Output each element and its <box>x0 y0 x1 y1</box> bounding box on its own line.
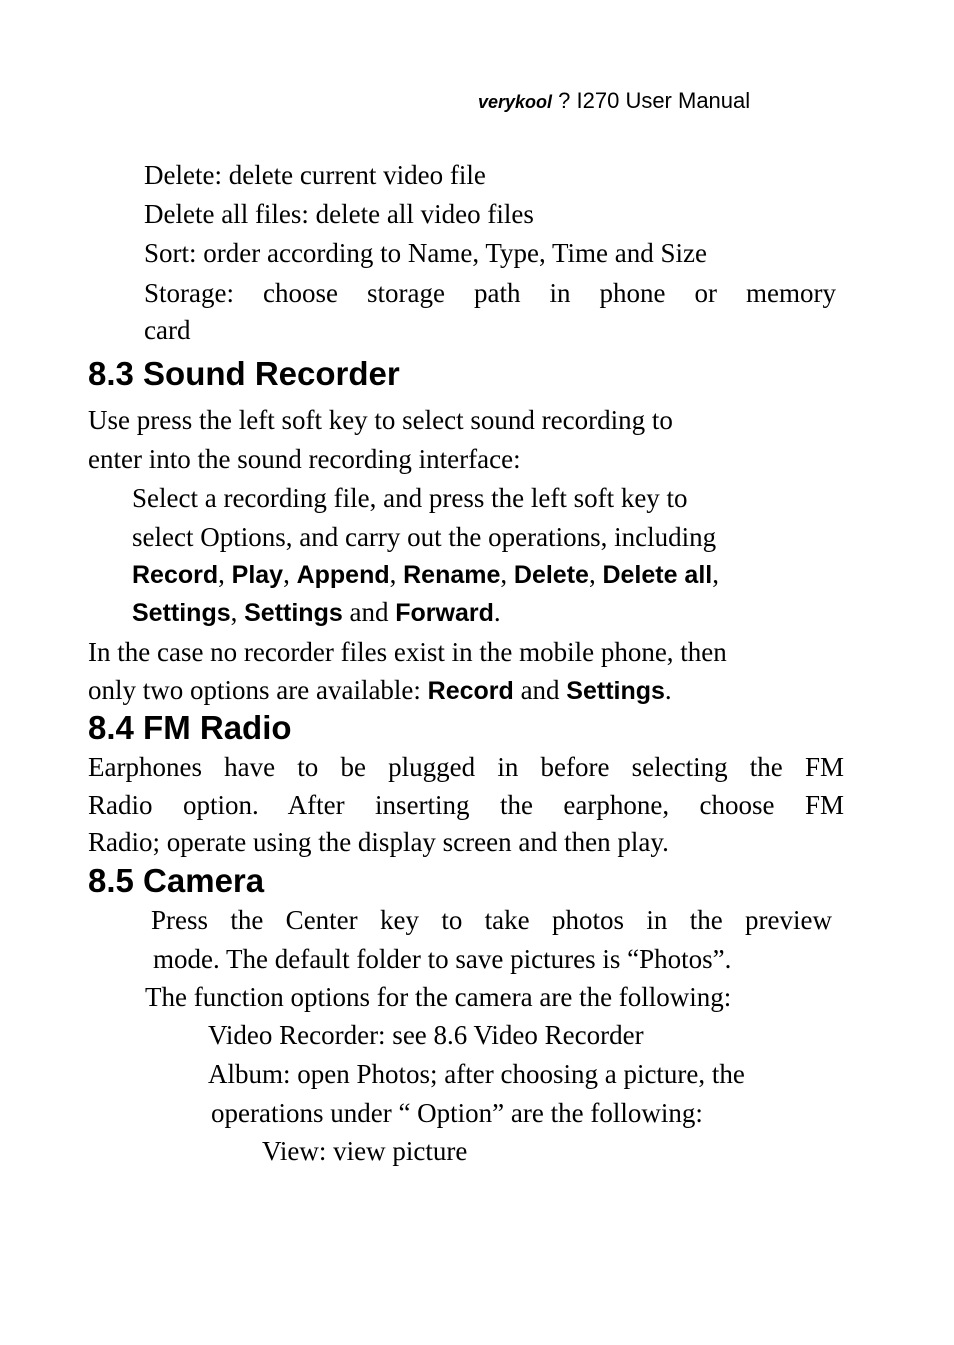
fm-radio-line: Radio; operate using the display screen and then play. <box>88 827 669 857</box>
video-option-sort: Sort: order according to Name, Type, Time and Size <box>144 238 708 268</box>
sound-recorder-case-line: In the case no recorder files exist in the mobile phone, then <box>88 637 727 667</box>
camera-option-album-cont: operations under “ Option” are the following: <box>211 1098 703 1128</box>
brand-name: verykool <box>478 92 553 112</box>
page-header <box>478 88 750 114</box>
section-heading-fm-radio: 8.4 FM Radio <box>88 709 292 746</box>
camera-option-video-recorder: Video Recorder: see 8.6 Video Recorder <box>208 1020 644 1050</box>
sound-recorder-intro-line: enter into the sound recording interface: <box>88 444 521 474</box>
option-settings: Settings <box>566 677 665 705</box>
section-heading-sound-recorder: 8.3 Sound Recorder <box>88 355 400 392</box>
option-forward: Forward <box>395 599 494 627</box>
album-option-view: View: view picture <box>262 1136 468 1166</box>
option-record: Record <box>132 561 219 589</box>
sound-recorder-ops-line: Settings, Settings and Forward. <box>132 597 501 627</box>
option-delete-all: Delete all <box>602 561 713 589</box>
option-settings: Settings <box>244 599 343 627</box>
sound-recorder-detail-line: select Options, and carry out the operations, including <box>132 522 717 552</box>
camera-line: Press the Center key to take photos in the preview <box>151 905 832 935</box>
camera-line: mode. The default folder to save pictures is “Photos”. <box>153 944 732 974</box>
section-heading-camera: 8.5 Camera <box>88 862 265 899</box>
video-option-storage: Storage: choose storage path in phone or memory <box>144 278 836 308</box>
option-rename: Rename <box>403 561 501 589</box>
option-delete: Delete <box>513 561 589 589</box>
fm-radio-line: Earphones have to be plugged in before selecting the FM <box>88 752 844 782</box>
option-append: Append <box>296 561 390 589</box>
camera-line: The function options for the camera are the following: <box>145 982 732 1012</box>
option-record: Record <box>427 677 514 705</box>
sound-recorder-detail-line: Select a recording file, and press the left soft key to <box>132 483 688 513</box>
video-option-delete-all: Delete all files: delete all video files <box>144 199 534 229</box>
camera-option-album: Album: open Photos; after choosing a picture, the <box>208 1059 745 1089</box>
sound-recorder-case-line: only two options are available: Record and Settings. <box>88 675 672 705</box>
sound-recorder-ops-line: Record, Play, Append, Rename, Delete, Delete all, <box>132 559 719 589</box>
sound-recorder-intro-line: Use press the left soft key to select sound recording to <box>88 405 673 435</box>
fm-radio-line: Radio option. After inserting the earphone, choose FM <box>88 790 844 820</box>
video-option-delete: Delete: delete current video file <box>144 160 486 190</box>
option-play: Play <box>231 561 284 589</box>
video-option-storage-cont: card <box>144 315 191 345</box>
option-settings: Settings <box>132 599 231 627</box>
header-title: ? I270 User Manual <box>552 88 751 113</box>
